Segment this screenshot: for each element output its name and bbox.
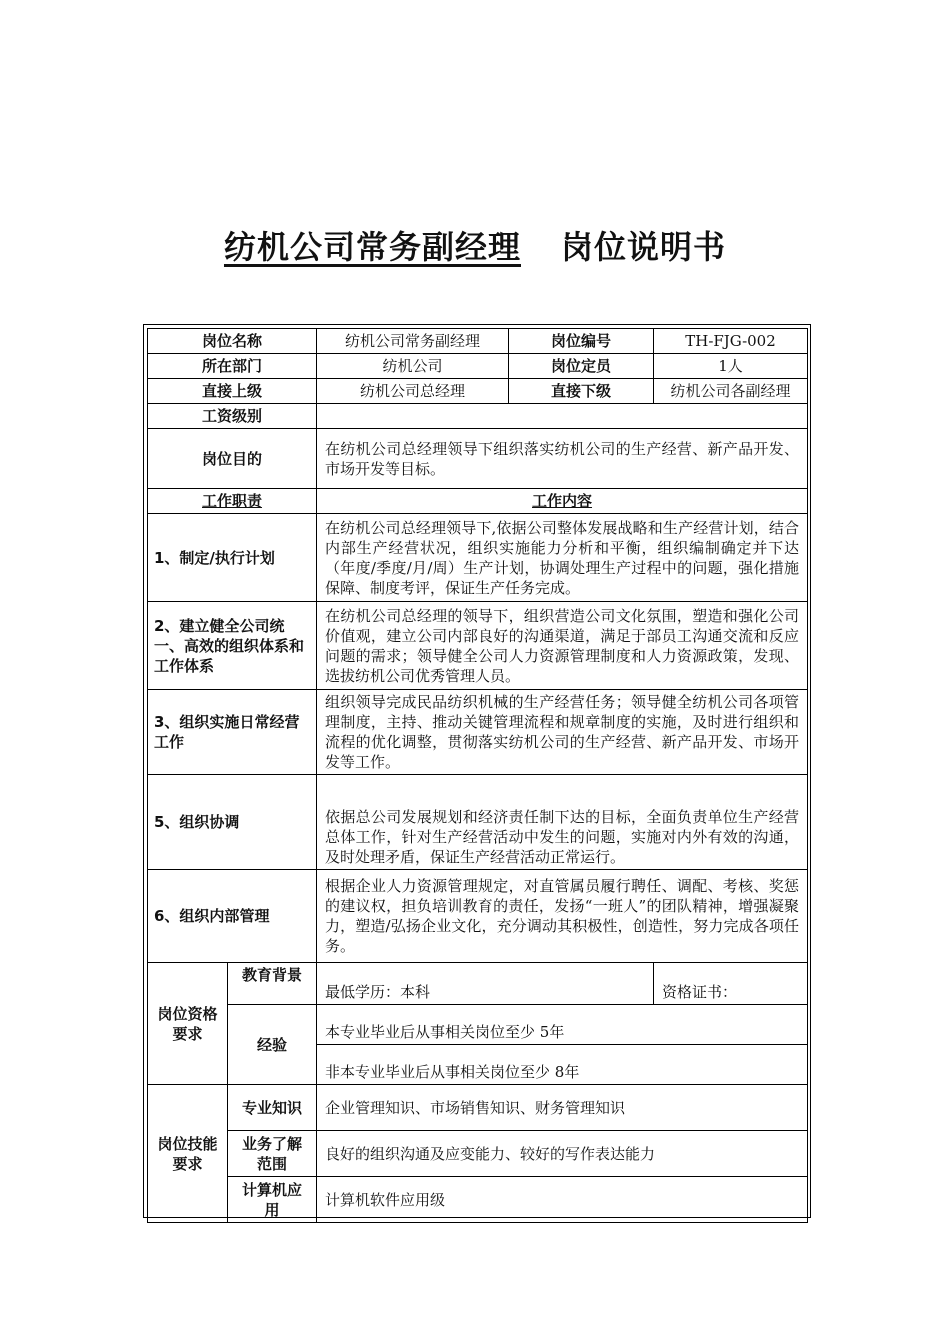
business-value: 良好的组织沟通及应变能力、较好的写作表达能力 [317, 1131, 808, 1177]
business-label: 业务了解范围 [228, 1131, 317, 1177]
knowledge-value: 企业管理知识、市场销售知识、财务管理知识 [317, 1085, 808, 1131]
duty-title: 1、制定/执行计划 [148, 514, 317, 602]
skills-label: 岗位技能要求 [148, 1085, 228, 1223]
qualification-label: 岗位资格要求 [148, 963, 228, 1085]
experience-value-1: 本专业毕业后从事相关岗位至少 5年 [317, 1005, 808, 1045]
position-code-label: 岗位编号 [509, 329, 654, 354]
superior-value: 纺机公司总经理 [317, 379, 509, 404]
department-label: 所在部门 [148, 354, 317, 379]
duty-content: 在纺机公司总经理的领导下，组织营造公司文化氛围，塑造和强化公司价值观，建立公司内部良好的沟通渠道，满足于部员工沟通交流和反应问题的需求；领导健全公司人力资源管理制度和人力资源政策，发现、选拔纺机公司优秀管理人员。 [317, 602, 808, 690]
subordinate-label: 直接下级 [509, 379, 654, 404]
experience-label: 经验 [228, 1005, 317, 1085]
headcount-value: 1人 [654, 354, 808, 379]
computer-value: 计算机软件应用级 [317, 1177, 808, 1223]
department-value: 纺机公司 [317, 354, 509, 379]
title-suffix: 岗位说明书 [561, 228, 727, 266]
duty-title: 6、组织内部管理 [148, 870, 317, 963]
position-code-value: TH-FJG-002 [654, 329, 808, 354]
job-description-table [147, 328, 808, 1223]
superior-label: 直接上级 [148, 379, 317, 404]
education-value: 最低学历：本科 [317, 963, 654, 1005]
headcount-label: 岗位定员 [509, 354, 654, 379]
title-main: 纺机公司常务副经理 [223, 228, 521, 266]
computer-label: 计算机应用 [228, 1177, 317, 1223]
duty-title: 3、组织实施日常经营工作 [148, 690, 317, 775]
education-label: 教育背景 [228, 963, 317, 1005]
salary-label: 工资级别 [148, 404, 317, 429]
duty-content: 在纺机公司总经理领导下,依据公司整体发展战略和生产经营计划，结合内部生产经营状况，组织实施能力分析和平衡，组织编制确定并下达（年度/季度/月/周）生产计划，协调处理生产过程中的问题，强化措施保障、制度考评，保证生产任务完成。 [317, 514, 808, 602]
purpose-text: 在纺机公司总经理领导下组织落实纺机公司的生产经营、新产品开发、市场开发等目标。 [317, 429, 808, 489]
duty-content: 依据总公司发展规划和经济责任制下达的目标，全面负责单位生产经营总体工作，针对生产经营活动中发生的问题，实施对内外有效的沟通，及时处理矛盾，保证生产经营活动正常运行。 [317, 775, 808, 870]
position-name-value: 纺机公司常务副经理 [317, 329, 509, 354]
page-title [0, 222, 950, 268]
certificate-value: 资格证书： [654, 963, 808, 1005]
subordinate-value: 纺机公司各副经理 [654, 379, 808, 404]
position-name-label: 岗位名称 [148, 329, 317, 354]
duty-content: 组织领导完成民品纺织机械的生产经营任务；领导健全纺机公司各项管理制度，主持、推动关键管理流程和规章制度的实施，及时进行组织和流程的优化调整，贯彻落实纺机公司的生产经营、新产品开发、市场开发等工作。 [317, 690, 808, 775]
duty-title: 5、组织协调 [148, 775, 317, 870]
salary-value [317, 404, 808, 429]
duties-header-col2: 工作内容 [317, 489, 808, 514]
duties-header-col1: 工作职责 [148, 489, 317, 514]
duty-content: 根据企业人力资源管理规定，对直管属员履行聘任、调配、考核、奖惩的建议权，担负培训教育的责任，发扬“一班人”的团队精神，增强凝聚力，塑造/弘扬企业文化，充分调动其积极性，创造性，努力完成各项任务。 [317, 870, 808, 963]
duty-title: 2、建立健全公司统一、高效的组织体系和工作体系 [148, 602, 317, 690]
purpose-label: 岗位目的 [148, 429, 317, 489]
knowledge-label: 专业知识 [228, 1085, 317, 1131]
experience-value-2: 非本专业毕业后从事相关岗位至少 8年 [317, 1045, 808, 1085]
